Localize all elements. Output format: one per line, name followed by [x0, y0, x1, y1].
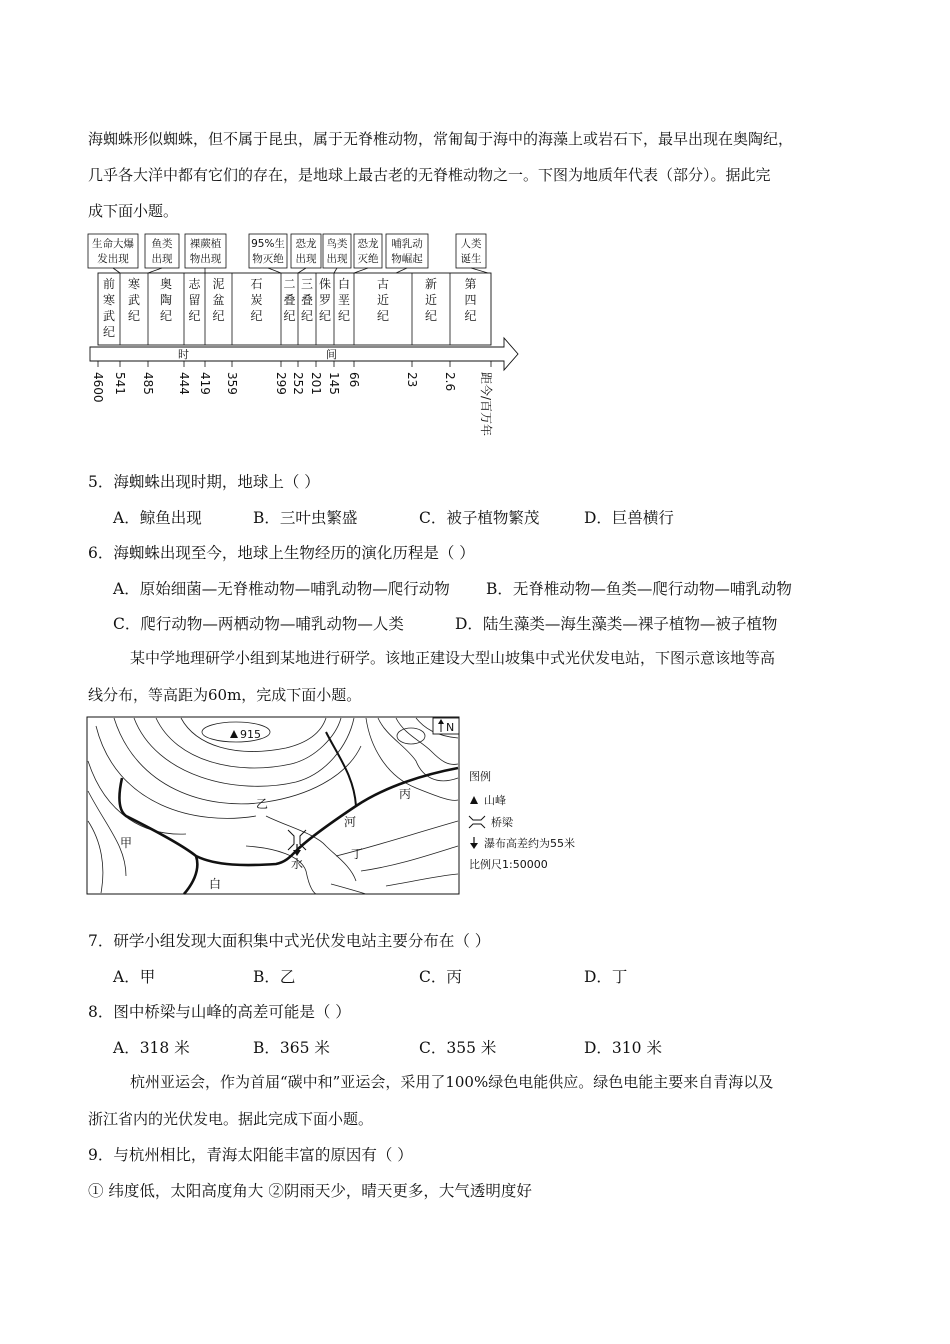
period-char: 寒	[102, 293, 116, 307]
period-char: 纪	[318, 309, 332, 323]
question-stem: 6．海蜘蛛出现至今，地球上生物经历的演化历程是（ ）	[88, 544, 475, 562]
place-label: 河	[344, 815, 357, 829]
option-a[interactable]: A．鲸鱼出现	[113, 509, 202, 527]
period-char: 古	[376, 277, 390, 291]
option-c[interactable]: C．丙	[419, 968, 462, 986]
event-label: 发出现	[97, 253, 129, 265]
option-c[interactable]: C．爬行动物—两栖动物—哺乳动物—人类	[113, 615, 404, 633]
legend-peak-icon	[470, 796, 478, 804]
place-label: 水	[291, 857, 304, 871]
period-char: 泥	[212, 277, 225, 291]
place-label: 丁	[351, 847, 364, 861]
period-char: 近	[376, 293, 390, 307]
tick-label: 444	[177, 372, 191, 395]
period-char: 二	[283, 277, 296, 291]
period-char: 新	[424, 277, 438, 291]
option-d[interactable]: D．巨兽横行	[584, 509, 674, 527]
intro-line: 几乎各大洋中都有它们的存在，是地球上最古老的无脊椎动物之一。下图为地质年代表（部分）。据此完	[88, 166, 771, 184]
period-char: 白	[337, 277, 351, 291]
event-label: 物灭绝	[252, 253, 284, 265]
intro-line: 某中学地理研学小组到某地进行研学。该地正建设大型山坡集中式光伏发电站，下图示意该地等高	[130, 649, 776, 667]
tick-label: 299	[274, 372, 288, 395]
period-char: 纪	[424, 309, 438, 323]
event-label: 物出现	[189, 253, 222, 265]
question-stem: 8．图中桥梁与山峰的高差可能是（ ）	[88, 1003, 351, 1021]
period-char: 纪	[102, 325, 116, 339]
period-char: 垩	[337, 293, 351, 307]
axis-label: 间	[326, 348, 337, 361]
option-d[interactable]: D．310 米	[584, 1039, 662, 1057]
option-b[interactable]: B．无脊椎动物—鱼类—爬行动物—哺乳动物	[486, 580, 792, 598]
tick-label: 145	[327, 372, 341, 395]
tick-label: 66	[347, 372, 361, 388]
peak-elevation: 915	[240, 728, 261, 741]
period-char: 纪	[127, 309, 141, 323]
period-char: 武	[127, 293, 141, 307]
tick-label: 485	[141, 372, 155, 395]
event-label: 鸟类	[326, 238, 348, 250]
legend-item: 桥梁	[491, 816, 513, 829]
event-label: 物崛起	[391, 253, 423, 265]
legend-item: 瀑布高差约为55米	[484, 837, 575, 850]
period-char: 纪	[464, 309, 477, 323]
period-char: 叠	[283, 293, 296, 307]
event-label: 出现	[151, 253, 173, 265]
period-char: 侏	[318, 277, 332, 291]
tick-label: 252	[291, 372, 305, 395]
option-b[interactable]: B．乙	[253, 968, 296, 986]
option-a[interactable]: A．318 米	[113, 1039, 190, 1057]
legend-waterfall-icon	[470, 843, 478, 849]
tick-label: 419	[198, 372, 212, 395]
option-c[interactable]: C．被子植物繁茂	[419, 509, 540, 527]
period-char: 第	[464, 277, 477, 291]
tick-label: 23	[405, 372, 419, 388]
option-c[interactable]: C．355 米	[419, 1039, 497, 1057]
question-stem: 9．与杭州相比，青海太阳能丰富的原因有（ ）	[88, 1146, 413, 1164]
period-char: 石	[250, 277, 263, 291]
place-label: 丙	[399, 787, 412, 801]
place-label: 乙	[256, 797, 269, 811]
period-char: 志	[188, 277, 201, 291]
tick-label: 4600	[91, 372, 105, 403]
intro-line: 杭州亚运会，作为首届“碳中和”亚运会，采用了100%绿色电能供应。绿色电能主要来自青海以及	[130, 1073, 774, 1091]
period-char: 纪	[212, 309, 225, 323]
north-label: N	[446, 721, 455, 734]
intro-line: 海蜘蛛形似蜘蛛，但不属于昆虫，属于无脊椎动物，常匍匐于海中的海藻上或岩石下，最早出现在奥陶纪，	[88, 130, 794, 148]
option-b[interactable]: B．365 米	[253, 1039, 330, 1057]
place-label: 甲	[120, 836, 133, 850]
question-stem: 5．海蜘蛛出现时期，地球上（ ）	[88, 473, 320, 491]
event-label: 哺乳动	[391, 238, 423, 250]
period-char: 前	[102, 277, 116, 291]
legend-title: 图例	[469, 770, 491, 783]
intro-line: 线分布，等高距为60m，完成下面小题。	[88, 686, 362, 704]
legend-item: 山峰	[484, 794, 506, 807]
legend-bridge-icon	[469, 816, 485, 828]
period-char: 纪	[376, 309, 390, 323]
event-label: 出现	[295, 253, 317, 265]
period-char: 四	[464, 293, 477, 307]
tick-label: 541	[113, 372, 127, 395]
tick-label: 201	[309, 372, 323, 395]
period-char: 纪	[188, 309, 201, 323]
period-char: 武	[102, 309, 116, 323]
period-char: 纪	[250, 309, 263, 323]
period-char: 纪	[283, 309, 296, 323]
period-char: 近	[424, 293, 438, 307]
period-char: 留	[188, 293, 201, 307]
axis-label: 时	[178, 348, 189, 361]
event-label: 生命大爆	[92, 238, 134, 250]
option-a[interactable]: A．原始细菌—无脊椎动物—哺乳动物—爬行动物	[113, 580, 450, 598]
event-label: 恐龙	[357, 238, 379, 250]
event-label: 鱼类	[151, 238, 173, 250]
map-scale: 比例尺1:50000	[469, 858, 548, 871]
tick-label: 2.6	[443, 372, 457, 392]
option-a[interactable]: A．甲	[113, 968, 156, 986]
period-char: 纪	[159, 309, 173, 323]
place-label: 白	[209, 877, 222, 891]
option-b[interactable]: B．三叶虫繁盛	[253, 509, 358, 527]
event-label: 恐龙	[295, 238, 317, 250]
option-d[interactable]: D．陆生藻类—海生藻类—裸子植物—被子植物	[455, 615, 778, 633]
event-label: 裸蕨植	[189, 238, 222, 250]
period-char: 罗	[318, 293, 332, 307]
period-char: 寒	[127, 277, 141, 291]
period-char: 炭	[250, 293, 263, 307]
time-axis-arrow	[90, 338, 518, 370]
option-d[interactable]: D．丁	[584, 968, 628, 986]
period-char: 纪	[300, 309, 314, 323]
period-char: 三	[300, 277, 314, 291]
axis-unit: 距今/百万年	[479, 372, 493, 437]
intro-line: 成下面小题。	[88, 202, 179, 220]
period-char: 纪	[337, 309, 351, 323]
event-label: 95%生	[251, 238, 285, 250]
period-char: 陶	[159, 293, 173, 307]
event-label: 灭绝	[357, 253, 379, 265]
contour-map	[86, 716, 586, 896]
option-line: ① 纬度低，太阳高度角大 ②阴雨天少，晴天更多，大气透明度好	[88, 1182, 532, 1200]
period-char: 叠	[300, 293, 314, 307]
event-label: 诞生	[460, 253, 482, 265]
tick-label: 359	[225, 372, 239, 395]
geologic-time-chart	[86, 232, 526, 456]
period-char: 盆	[212, 293, 225, 307]
intro-line: 浙江省内的光伏发电。据此完成下面小题。	[88, 1110, 374, 1128]
question-stem: 7．研学小组发现大面积集中式光伏发电站主要分布在（ ）	[88, 932, 491, 950]
event-label: 人类	[460, 238, 482, 250]
period-char: 奥	[159, 277, 173, 291]
event-label: 出现	[326, 253, 348, 265]
